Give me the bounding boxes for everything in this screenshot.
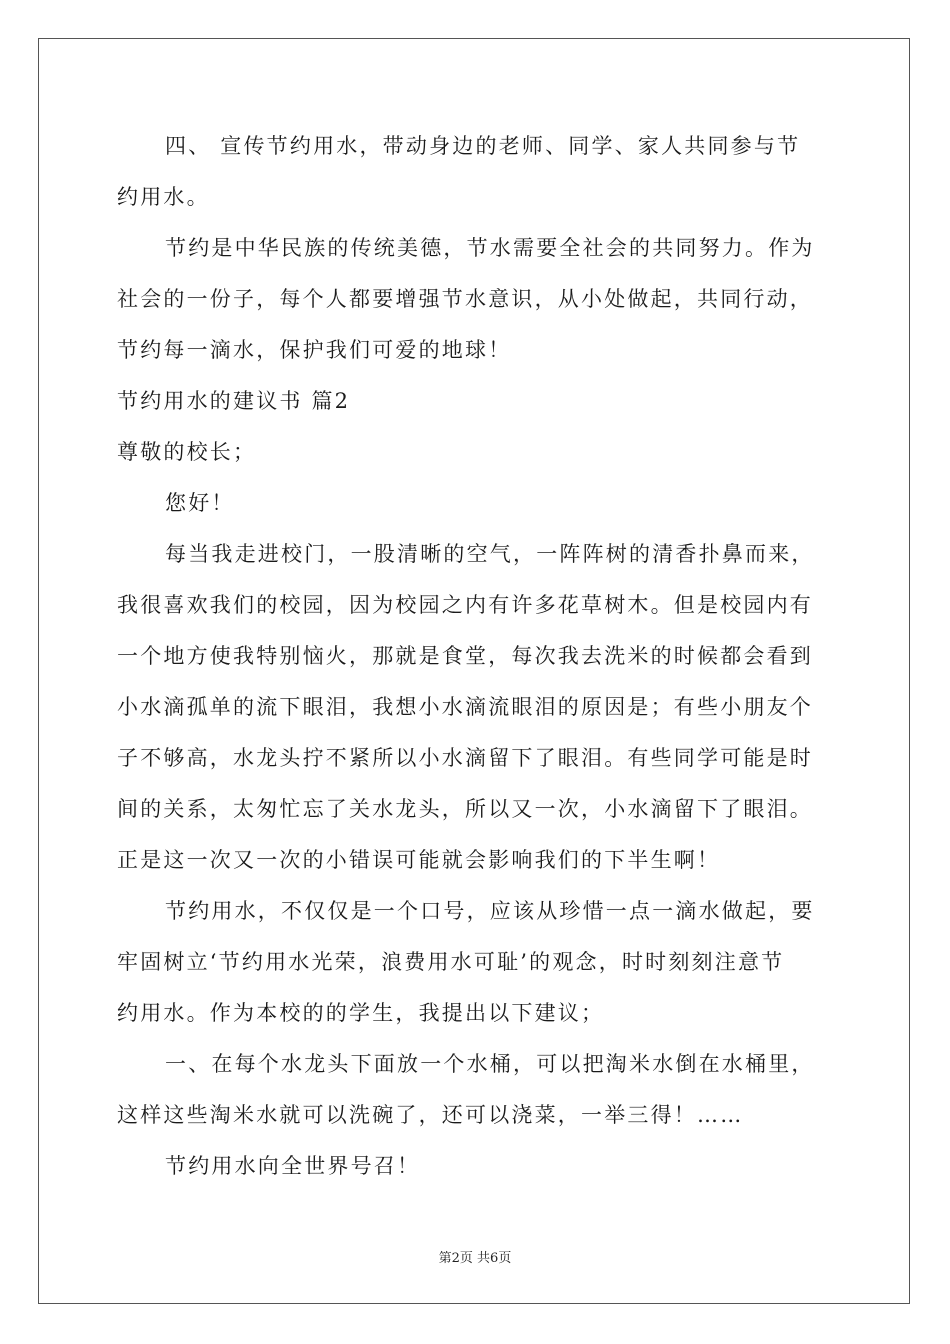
document-body	[117, 121, 832, 1192]
section-heading: 节约用水的建议书 篇2	[117, 389, 351, 413]
paragraph-line: 节约是中华民族的传统美德，节水需要全社会的共同努力。作为	[165, 236, 815, 260]
paragraph-line: 节约用水，不仅仅是一个口号，应该从珍惜一点一滴水做起，要	[165, 899, 815, 923]
paragraph-line: 约用水。作为本校的的学生，我提出以下建议；	[117, 1001, 605, 1025]
paragraph-line: 牢固树立‘节约用水光荣，浪费用水可耻’的观念，时时刻刻注意节	[117, 950, 785, 974]
paragraph-line: 这样这些淘米水就可以洗碗了，还可以浇菜，一举三得！……	[117, 1103, 744, 1127]
paragraph-line: 一、在每个水龙头下面放一个水桶，可以把淘米水倒在水桶里，	[165, 1052, 815, 1076]
paragraph-line: 子不够高，水龙头拧不紧所以小水滴留下了眼泪。有些同学可能是时	[117, 746, 813, 770]
paragraph-line: 小水滴孤单的流下眼泪，我想小水滴流眼泪的原因是；有些小朋友个	[117, 695, 813, 719]
paragraph-line: 一个地方使我特别恼火，那就是食堂，每次我去洗米的时候都会看到	[117, 644, 813, 668]
paragraph-line: 间的关系，太匆忙忘了关水龙头，所以又一次，小水滴留下了眼泪。	[117, 797, 813, 821]
page-number: 第2页 共6页	[438, 1251, 512, 1266]
closing-line: 节约用水向全世界号召！	[165, 1154, 421, 1178]
salutation: 尊敬的校长；	[117, 440, 257, 464]
greeting: 您好！	[165, 491, 235, 515]
paragraph-line: 社会的一份子，每个人都要增强节水意识，从小处做起，共同行动，	[117, 287, 813, 311]
paragraph-line: 我很喜欢我们的校园，因为校园之内有许多花草树木。但是校园内有	[117, 593, 813, 617]
paragraph-line: 节约每一滴水，保护我们可爱的地球！	[117, 338, 512, 362]
paragraph-line: 约用水。	[117, 185, 210, 209]
paragraph-line: 每当我走进校门，一股清晰的空气，一阵阵树的清香扑鼻而来，	[165, 542, 815, 566]
paragraph-line: 正是这一次又一次的小错误可能就会影响我们的下半生啊！	[117, 848, 721, 872]
paragraph-line: 四、 宣传节约用水，带动身边的老师、同学、家人共同参与节	[165, 134, 801, 158]
